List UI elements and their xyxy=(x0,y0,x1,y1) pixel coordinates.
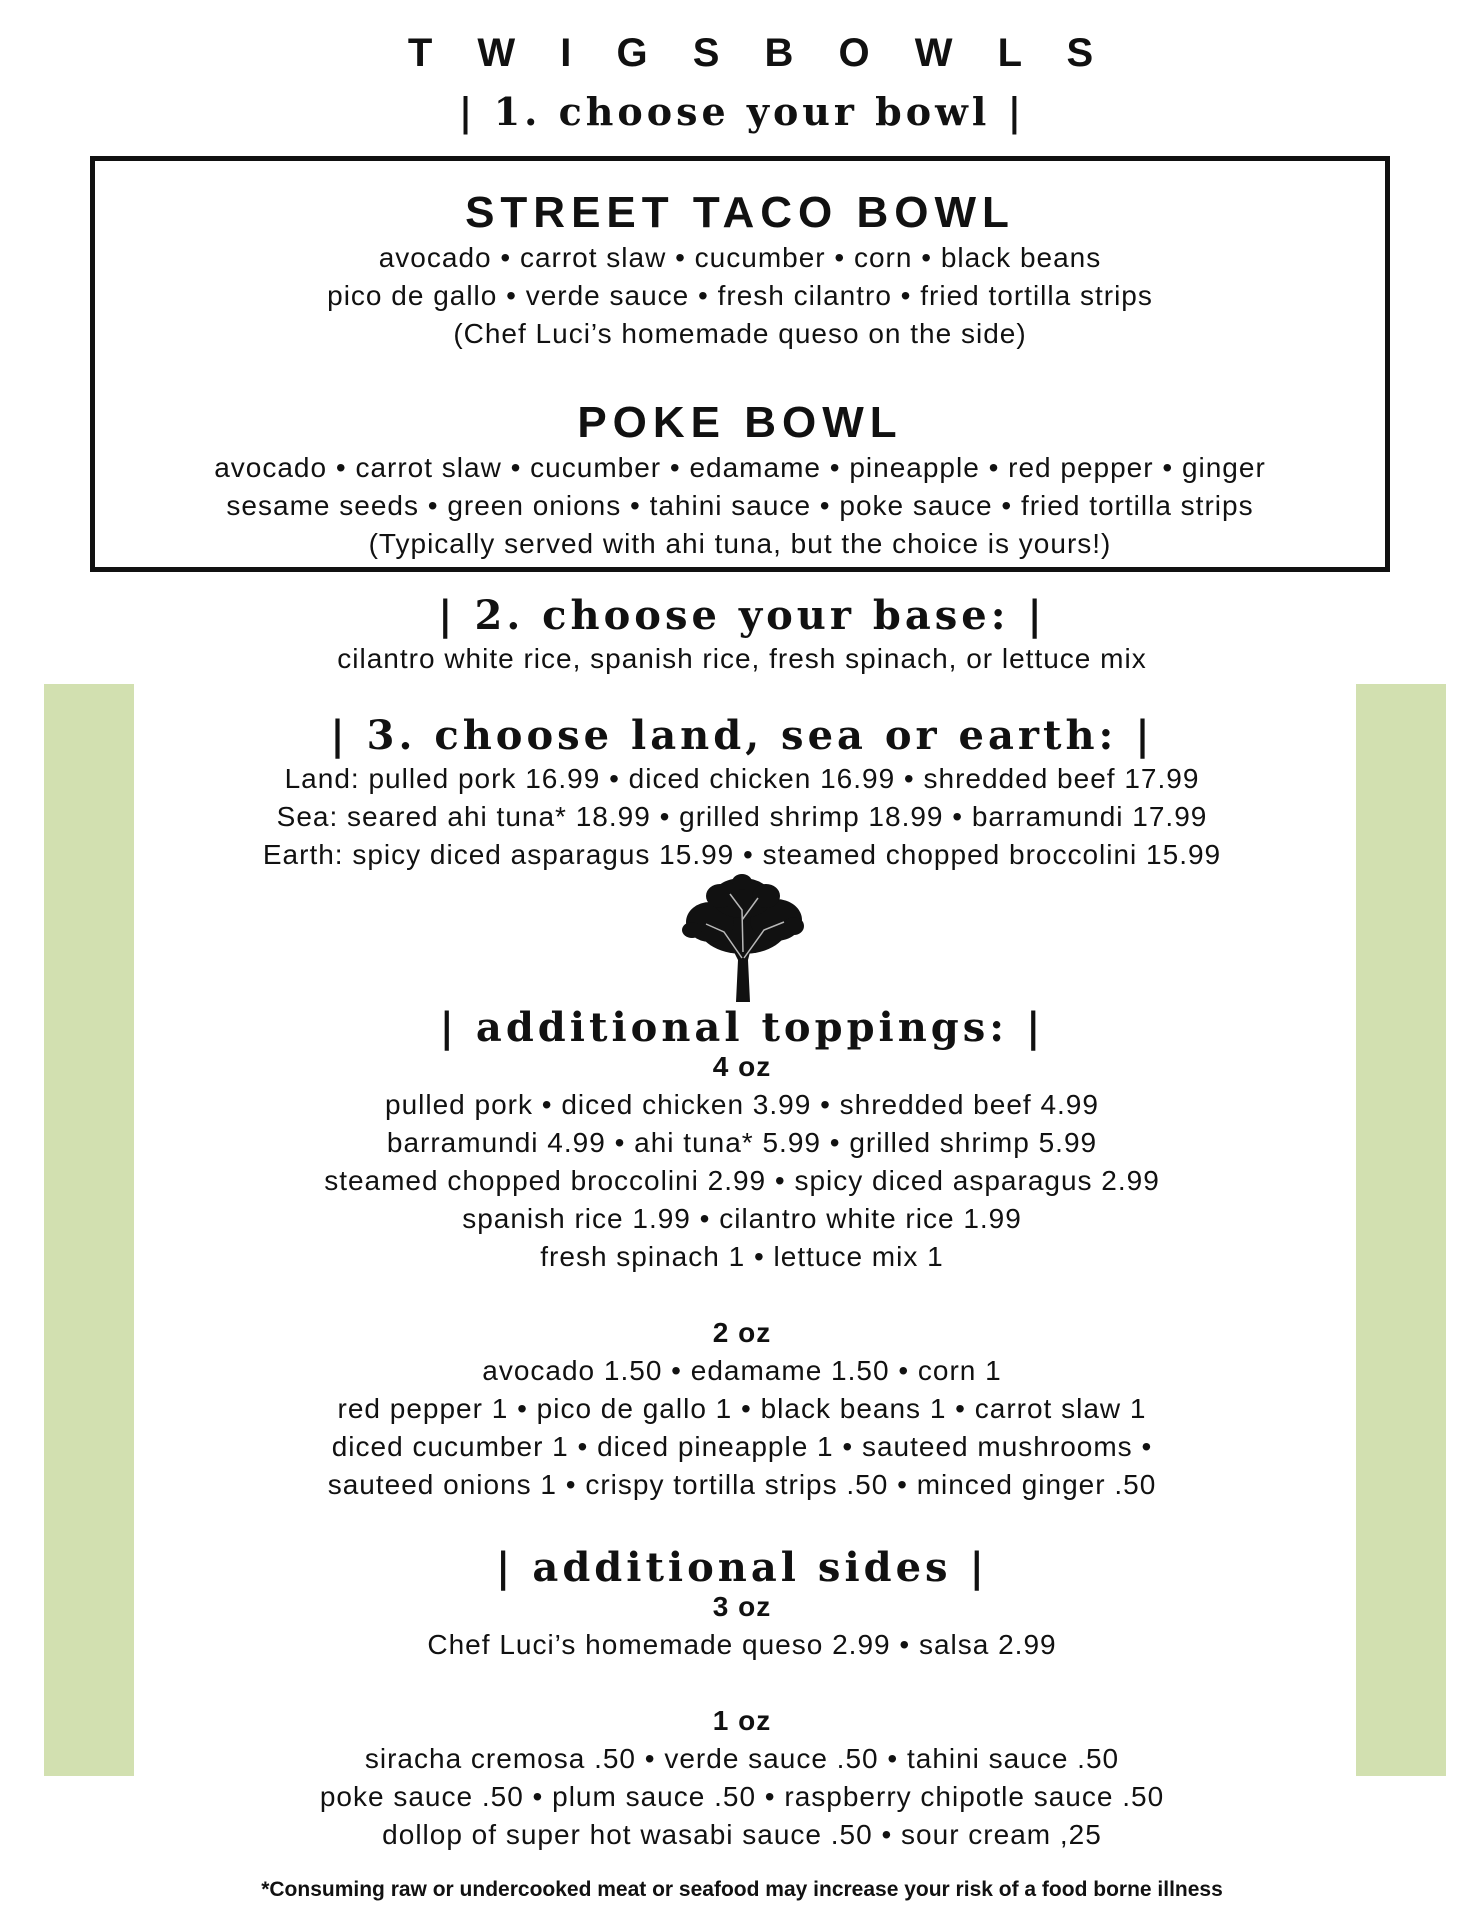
step3-heading: | 3. choose land, sea or earth: | xyxy=(330,712,1154,759)
sides-heading: | additional sides | xyxy=(495,1544,989,1591)
ingredient-line: sesame seeds • green onions • tahini sauce • poke sauce • fried tortilla strips xyxy=(226,490,1254,521)
toppings-list xyxy=(0,1048,1484,1504)
ingredient-line: (Chef Luci’s homemade queso on the side) xyxy=(453,318,1027,349)
topping-line: spanish rice 1.99 • cilantro white rice 1.99 xyxy=(462,1203,1022,1234)
ingredient-line: pico de gallo • verde sauce • fresh cilantro • fried tortilla strips xyxy=(327,280,1153,311)
menu-title: T W I G S B O W L S xyxy=(407,31,1111,75)
ingredient-line: (Typically served with ahi tuna, but the choice is yours!) xyxy=(368,528,1112,559)
street-taco-bowl-title: STREET TACO BOWL xyxy=(465,188,1015,237)
land-line: Land: pulled pork 16.99 • diced chicken 16.99 • shredded beef 17.99 xyxy=(284,763,1200,794)
sea-line: Sea: seared ahi tuna* 18.99 • grilled shrimp 18.99 • barramundi 17.99 xyxy=(276,801,1208,832)
topping-line: barramundi 4.99 • ahi tuna* 5.99 • grilled shrimp 5.99 xyxy=(386,1127,1098,1158)
side-line: Chef Luci’s homemade queso 2.99 • salsa 2.99 xyxy=(427,1629,1057,1660)
topping-line: fresh spinach 1 • lettuce mix 1 xyxy=(540,1241,944,1272)
protein-choices xyxy=(0,760,1484,874)
step2-heading: | 2. choose your base: | xyxy=(438,592,1046,639)
step1-heading: | 1. choose your bowl | xyxy=(458,89,1026,134)
side-line: dollop of super hot wasabi sauce .50 • sour cream ,25 xyxy=(382,1819,1102,1850)
side-line: siracha cremosa .50 • verde sauce .50 • tahini sauce .50 xyxy=(364,1743,1120,1774)
street-taco-bowl-ingredients xyxy=(95,239,1385,353)
topping-line: red pepper 1 • pico de gallo 1 • black beans 1 • carrot slaw 1 xyxy=(337,1393,1147,1424)
toppings-2oz-label: 2 oz xyxy=(712,1317,772,1348)
poke-bowl-title: POKE BOWL xyxy=(577,398,903,447)
sides-1oz-label: 1 oz xyxy=(712,1705,772,1736)
base-options: cilantro white rice, spanish rice, fresh spinach, or lettuce mix xyxy=(337,643,1147,674)
sides-list xyxy=(0,1588,1484,1854)
topping-line: avocado 1.50 • edamame 1.50 • corn 1 xyxy=(482,1355,1002,1386)
topping-line: diced cucumber 1 • diced pineapple 1 • sauteed mushrooms • xyxy=(331,1431,1153,1462)
topping-line: sauteed onions 1 • crispy tortilla strips .50 • minced ginger .50 xyxy=(327,1469,1157,1500)
food-safety-disclaimer: *Consuming raw or undercooked meat or seafood may increase your risk of a food borne illness xyxy=(261,1878,1223,1901)
ingredient-line: avocado • carrot slaw • cucumber • corn • black beans xyxy=(378,242,1102,273)
topping-line: steamed chopped broccolini 2.99 • spicy diced asparagus 2.99 xyxy=(324,1165,1160,1196)
side-line: poke sauce .50 • plum sauce .50 • raspberry chipotle sauce .50 xyxy=(319,1781,1165,1812)
topping-line: pulled pork • diced chicken 3.99 • shredded beef 4.99 xyxy=(385,1089,1099,1120)
tree-icon xyxy=(680,874,806,1004)
earth-line: Earth: spicy diced asparagus 15.99 • steamed chopped broccolini 15.99 xyxy=(262,839,1222,870)
bowl-options-box xyxy=(90,156,1390,572)
sides-3oz-label: 3 oz xyxy=(712,1591,772,1622)
toppings-4oz-label: 4 oz xyxy=(712,1051,772,1082)
ingredient-line: avocado • carrot slaw • cucumber • edamame • pineapple • red pepper • ginger xyxy=(214,452,1266,483)
poke-bowl-ingredients xyxy=(95,449,1385,563)
toppings-heading: | additional toppings: | xyxy=(439,1004,1045,1051)
